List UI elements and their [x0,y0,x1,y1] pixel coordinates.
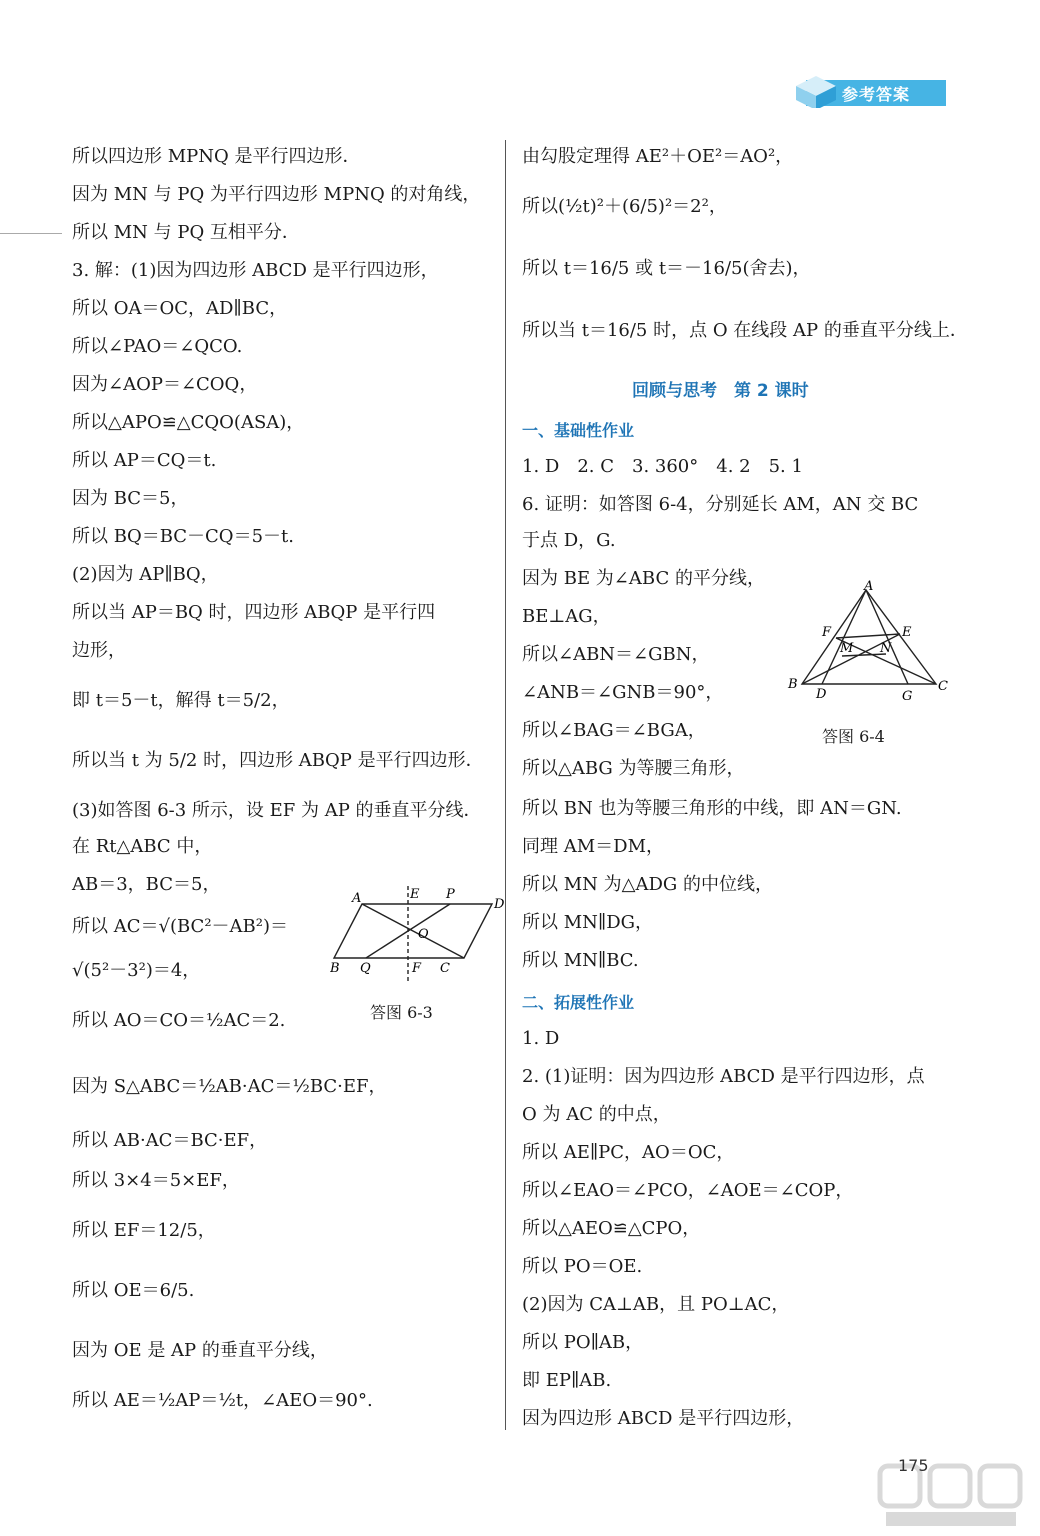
text-line: 所以 PO＝OE. [522,1256,643,1277]
text-line: √(5²－3²)＝4， [72,960,201,981]
figure-6-4-caption: 答图 6-4 [822,727,885,746]
text-line: 所以 AC＝√(BC²－AB²)＝ [72,916,288,937]
text-line: 6. 证明：如答图 6-4，分别延长 AM，AN 交 BC [522,494,919,515]
fig3-label-P: P [446,887,455,902]
text-line: AB＝3，BC＝5， [72,874,221,895]
text-line: 所以 t＝16/5 或 t＝－16/5(舍去)， [522,258,811,279]
fig3-label-E: E [410,887,420,902]
text-line: 因为∠AOP＝∠COQ， [72,374,258,395]
heading-extension: 二、拓展性作业 [522,993,635,1012]
text-line: 所以 MN 为△ADG 的中位线， [522,874,773,895]
text-line: 所以 BN 也为等腰三角形的中线，即 AN＝GN. [522,798,902,819]
text-line: 因为 OE 是 AP 的垂直平分线， [72,1340,328,1361]
text-line: ∠ANB＝∠GNB＝90°， [522,682,724,703]
text-line: 所以△ABG 为等腰三角形， [522,758,745,779]
fig4-label-C: C [938,679,948,694]
text-line: 所以∠EAO＝∠PCO，∠AOE＝∠COP， [522,1180,854,1201]
fig3-label-C: C [440,961,450,976]
fig4-label-F: F [822,625,832,640]
text-line: 所以 EF＝12/5， [72,1220,216,1241]
text-line: 所以(½t)²＋(6/5)²＝2²， [522,196,727,217]
text-line: 即 t＝5－t，解得 t＝5/2， [72,690,290,711]
text-line: 所以 3×4＝5×EF， [72,1170,240,1191]
text-line: 所以当 t＝16/5 时，点 O 在线段 AP 的垂直平分线上． [522,320,968,341]
page-number: 175 [898,1456,929,1475]
fig4-label-G: G [902,689,913,704]
fig4-label-M: M [840,641,854,656]
fig3-label-O: O [418,927,429,942]
figure-6-3 [330,880,510,990]
text-line: (3)如答图 6-3 所示，设 EF 为 AP 的垂直平分线． [72,800,482,821]
watermark-logo [876,1460,1026,1530]
text-line: 所以 MN∥BC. [522,950,639,971]
text-line: 所以 OE＝6/5. [72,1280,195,1301]
fig3-label-F: F [412,961,422,976]
heading-basic: 一、基础性作业 [522,421,635,440]
text-line: 同理 AM＝DM， [522,836,665,857]
text-line: 于点 D，G. [522,530,616,551]
text-line: 因为 BC＝5， [72,488,189,509]
text-line: 即 EP∥AB. [522,1370,612,1391]
text-line: 所以 AB·AC＝BC·EF， [72,1130,268,1151]
text-line: 所以△APO≌△CQO(ASA)， [72,412,305,433]
text-line: 2. (1)证明：因为四边形 ABCD 是平行四边形，点 [522,1066,925,1087]
text-line: 因为 MN 与 PQ 为平行四边形 MPNQ 的对角线， [72,184,481,205]
figure-6-3-caption: 答图 6-3 [370,1003,433,1022]
fig3-label-D: D [494,897,505,912]
text-line: 所以当 AP＝BQ 时，四边形 ABQP 是平行四 [72,602,436,623]
text-line: 所以 BQ＝BC－CQ＝5－t. [72,526,294,547]
text-line: (2)因为 AP∥BQ， [72,564,219,585]
figure-6-4-diagram [786,580,956,710]
text-line: 1. D 2. C 3. 360° 4. 2 5. 1 [522,456,803,477]
figure-6-4 [786,580,956,710]
text-line: 3. 解：(1)因为四边形 ABCD 是平行四边形， [72,260,439,281]
fig4-label-B: B [788,677,798,692]
text-line: 所以 PO∥AB， [522,1332,644,1353]
fig4-label-D: D [816,687,827,702]
text-line: 所以 MN∥DG， [522,912,654,933]
header-tab [796,76,946,108]
text-line: 1. D [522,1028,560,1049]
text-line: (2)因为 CA⊥AB，且 PO⊥AC， [522,1294,790,1315]
text-line: 所以 OA＝OC，AD∥BC， [72,298,288,319]
text-line: 边形， [72,640,126,661]
text-line: BE⊥AG， [522,606,611,627]
column-divider [505,140,506,1430]
fig3-label-B: B [330,961,340,976]
text-line: 所以∠BAG＝∠BGA， [522,720,706,741]
fig4-label-A: A [864,580,874,594]
text-line: 因为 BE 为∠ABC 的平分线， [522,568,765,589]
text-line: 因为 S△ABC＝½AB·AC＝½BC·EF， [72,1076,387,1097]
text-line: 所以 AE∥PC，AO＝OC， [522,1142,735,1163]
text-line: O 为 AC 的中点， [522,1104,671,1125]
text-line: 所以∠ABN＝∠GBN， [522,644,710,665]
header-tab-label: 参考答案 [842,85,911,104]
text-line: 因为四边形 ABCD 是平行四边形， [522,1408,805,1429]
figure-6-3-diagram [330,880,510,990]
text-line: 所以 AO＝CO＝½AC＝2. [72,1010,286,1031]
text-line: 所以 MN 与 PQ 互相平分． [72,222,300,243]
divider-decoration [0,233,62,234]
text-line: 由勾股定理得 AE²＋OE²＝AO²， [522,146,794,167]
fig3-label-Q: Q [360,961,371,976]
text-line: 所以四边形 MPNQ 是平行四边形． [72,146,361,167]
text-line: 所以△AEO≌△CPO， [522,1218,701,1239]
text-line: 在 Rt△ABC 中， [72,836,213,857]
text-line: 所以 AE＝½AP＝½t，∠AEO＝90°. [72,1390,373,1411]
fig3-label-A: A [352,891,362,906]
text-line: 所以∠PAO＝∠QCO. [72,336,243,357]
text-line: 所以当 t 为 5/2 时，四边形 ABQP 是平行四边形． [72,750,484,771]
section-title: 回顾与思考 第 2 课时 [632,381,809,401]
fig4-label-E: E [902,625,912,640]
fig4-label-N: N [880,641,892,656]
text-line: 所以 AP＝CQ＝t. [72,450,217,471]
